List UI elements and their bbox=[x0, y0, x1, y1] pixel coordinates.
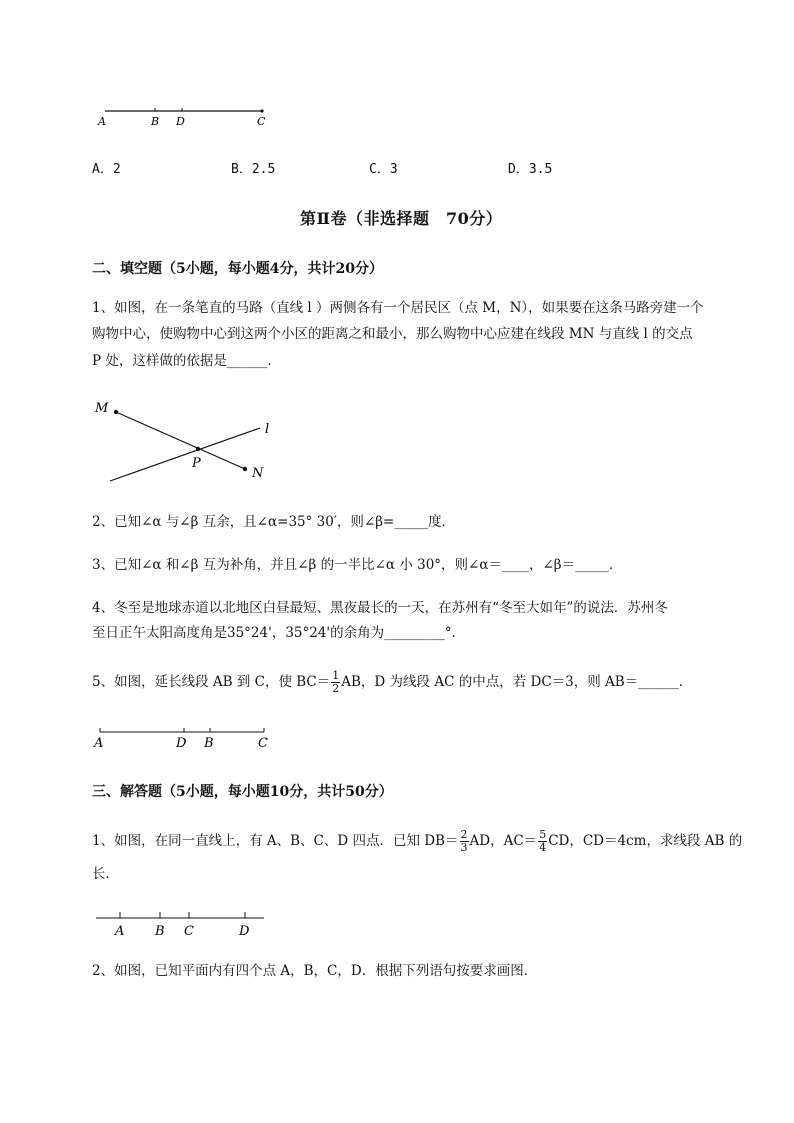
s3-q2: 2、如图，已知平面内有四个点 A，B，C，D．根据下列语句按要求画图． bbox=[92, 963, 538, 979]
label-c: C bbox=[257, 115, 266, 128]
section3-heading: 三、解答题（5小题，每小题10分，共计50分） bbox=[92, 784, 393, 800]
s3-q1-part2: AD，AC＝ bbox=[469, 833, 538, 849]
label-a: A bbox=[94, 736, 104, 751]
fraction-one-half bbox=[331, 670, 340, 695]
fraction-numerator: 5 bbox=[539, 828, 547, 841]
choice-c: C．3 bbox=[369, 162, 398, 177]
point-m bbox=[114, 410, 118, 414]
choice-d: D．3.5 bbox=[508, 162, 553, 177]
label-l: l bbox=[265, 422, 270, 437]
label-b: B bbox=[151, 115, 160, 128]
label-b: B bbox=[155, 924, 165, 939]
label-a: A bbox=[98, 115, 106, 128]
label-b: B bbox=[204, 736, 214, 751]
s2-q5-after: AB，D 为线段 AC 的中点，若 DC＝3，则 AB＝______． bbox=[341, 674, 693, 690]
section2-heading: 二、填空题（5小题，每小题4分，共计20分） bbox=[92, 261, 383, 277]
s2-q3: 3、已知∠α 和∠β 互为补角，并且∠β 的一半比∠α 小 30°，则∠α＝____，∠β＝_____． bbox=[92, 557, 623, 573]
label-m: M bbox=[95, 401, 109, 416]
s2-q5 bbox=[92, 670, 692, 695]
fraction-two-thirds bbox=[460, 829, 469, 854]
fraction-numerator: 1 bbox=[332, 669, 340, 682]
fraction-denominator: 3 bbox=[460, 841, 468, 854]
fraction-denominator: 2 bbox=[332, 682, 340, 695]
choice-b: B．2.5 bbox=[231, 162, 276, 177]
s2-q2: 2、已知∠α 与∠β 互余，且∠α=35° 30′，则∠β=_____度． bbox=[92, 514, 456, 530]
label-a: A bbox=[115, 924, 125, 939]
s3-q1-line2: 长． bbox=[92, 866, 119, 882]
adbc-segment-figure bbox=[92, 722, 292, 752]
top-segment-figure bbox=[95, 102, 295, 132]
s2-q4-line2: 至日正午太阳高度角是35°24'，35°24'的余角为_________°． bbox=[92, 625, 466, 641]
fraction-five-fourths bbox=[538, 829, 547, 854]
choice-a: A．2 bbox=[92, 162, 121, 177]
label-c: C bbox=[184, 924, 194, 939]
s2-q1-line3: P 处，这样做的依据是______． bbox=[92, 353, 281, 369]
s2-q1-line1: 1、如图，在一条笔直的马路（直线 l ）两侧各有一个居民区（点 M，N），如果要在这条马路旁建一个 bbox=[92, 300, 704, 316]
part2-title: 第Ⅱ卷（非选择题 70分） bbox=[300, 209, 503, 228]
endpoint-c bbox=[260, 109, 263, 112]
abcd-segment-figure bbox=[92, 908, 292, 938]
label-d: D bbox=[176, 115, 185, 128]
s2-q5-before: 5、如图，延长线段 AB 到 C，使 BC＝ bbox=[92, 674, 331, 690]
label-n: N bbox=[252, 466, 264, 481]
point-p bbox=[196, 447, 200, 451]
label-d: D bbox=[239, 924, 250, 939]
point-n bbox=[243, 467, 247, 471]
mn-line-figure bbox=[92, 395, 292, 485]
label-d: D bbox=[176, 736, 187, 751]
s2-q1-line2: 购物中心，使购物中心到这两个小区的距离之和最小，那么购物中心应建在线段 MN 与直线 l 的交点 bbox=[92, 326, 693, 342]
line-l bbox=[110, 428, 260, 481]
s3-q1-part3: CD，CD＝4cm，求线段 AB 的 bbox=[548, 833, 743, 849]
s2-q4-line1: 4、冬至是地球赤道以北地区白昼最短、黑夜最长的一天，在苏州有“冬至大如年”的说法．苏州冬 bbox=[92, 600, 668, 616]
fraction-numerator: 2 bbox=[460, 828, 468, 841]
s3-q1-part1: 1、如图，在同一直线上，有 A、B、C、D 四点．已知 DB＝ bbox=[92, 833, 459, 849]
label-p: P bbox=[192, 456, 201, 471]
fraction-denominator: 4 bbox=[539, 841, 547, 854]
s3-q1-line1 bbox=[92, 829, 742, 854]
label-c: C bbox=[258, 736, 268, 751]
